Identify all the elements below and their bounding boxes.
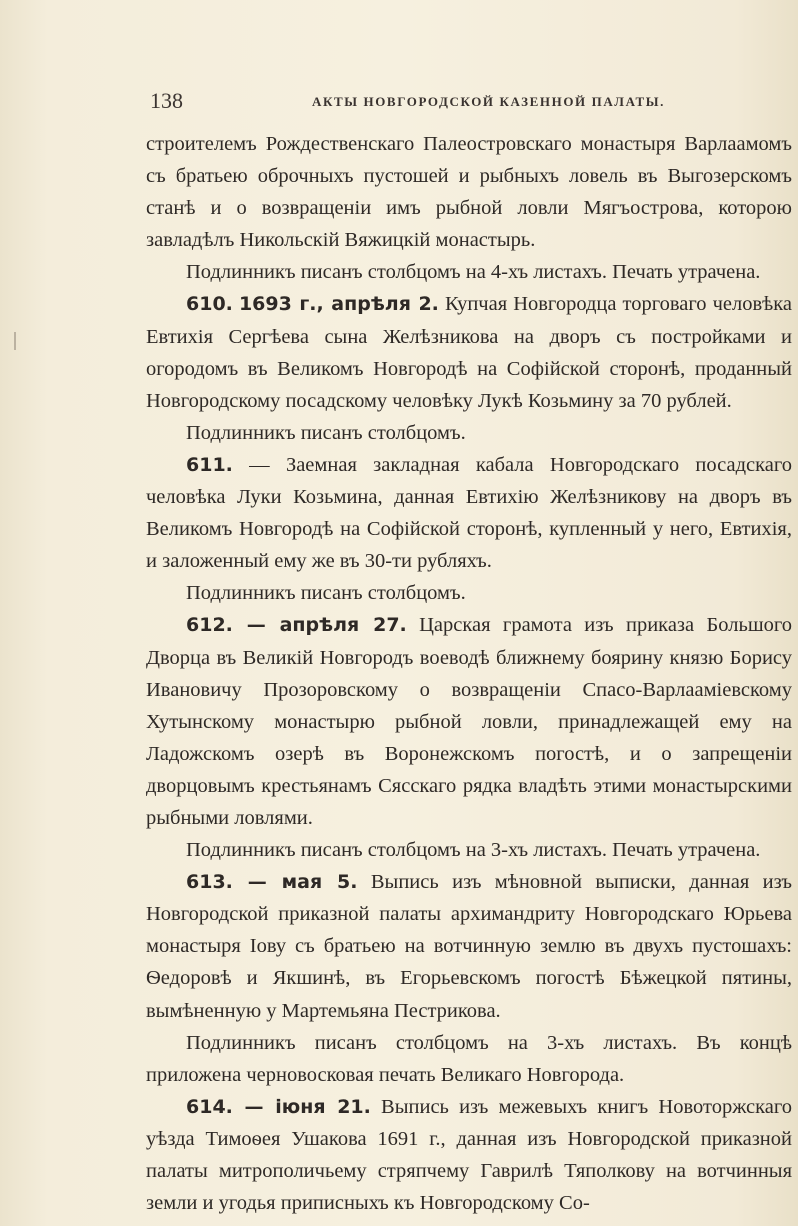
running-title: АКТЫ НОВГОРОДСКОЙ КАЗЕННОЙ ПАЛАТЫ. xyxy=(312,94,665,109)
paragraph-text: Подлинникъ писанъ столбцомъ на 3-хъ листахъ. Въ концѣ приложена черновосковая печать Великаго Новгорода. xyxy=(146,1031,792,1086)
entry-text: Выпись изъ межевыхъ книгъ Новоторжскаго уѣзда Тимоѳея Ушакова 1691 г., данная изъ Новгородской приказной палаты митрополичьему стряпчему Гаврилѣ Тяполкову на вотчинныя земли и угодья приписныхъ къ Новгородскому Со- xyxy=(146,1095,792,1215)
paragraph-text: Подлинникъ писанъ столбцомъ. xyxy=(186,582,466,605)
entry-614 xyxy=(146,1091,792,1219)
page-number: 138 xyxy=(150,88,183,113)
note-original xyxy=(146,1027,792,1091)
note-original xyxy=(146,834,792,866)
paragraph-text: Подлинникъ писанъ столбцомъ. xyxy=(186,421,466,444)
entry-text: Царская грамота изъ приказа Большого Дворца въ Великій Новгородъ воеводѣ ближнему боярину князю Борису Ивановичу Прозоровскому о возвращеніи Спасо-Варлааміевскому Хутынскому монастырю рыбной ловли, принадлежащей ему на Ладожскомъ озерѣ въ Воронежскомъ погостѣ, и о запрещеніи дворцовымъ крестьянамъ Сясскаго рядка владѣть этими монастырскими рыбными ловлями. xyxy=(146,614,792,829)
paragraph-text: Подлинникъ писанъ столбцомъ на 4-хъ листахъ. Печать утрачена. xyxy=(186,261,761,284)
page-header xyxy=(150,88,790,118)
note-original xyxy=(146,577,792,609)
entry-610 xyxy=(146,288,792,416)
paragraph-text: строителемъ Рождественскаго Палеостровскаго монастыря Варлаамомъ съ братьею оброчныхъ пустошей и рыбныхъ ловель въ Выгозерскомъ станѣ и о возвращеніи имъ рыбной ловли Мягъострова, которою завладѣлъ Никольскій Вяжицкій монастырь. xyxy=(146,133,792,252)
entry-date: — іюня 21. xyxy=(232,1095,371,1118)
entry-date: — мая 5. xyxy=(232,871,358,894)
note-original xyxy=(146,256,792,288)
entry-number: 614. xyxy=(186,1095,233,1118)
entry-612 xyxy=(146,609,792,834)
entry-number: 610. xyxy=(186,293,233,316)
entry-text: Выпись изъ мѣновной выписки, данная изъ Новгородской приказной палаты архимандриту Новгородскаго Юрьева монастыря Іову съ братьею на вотчинную землю въ двухъ пустошахъ: Ѳедоровѣ и Якшинѣ, въ Егорьевскомъ погостѣ Бѣжецкой пятины, вымѣненную у Мартемьяна Пестрикова. xyxy=(146,871,792,1022)
entry-text: Купчая Новгородца торговаго человѣка Евтихія Сергѣева сына Желѣзникова на дворъ съ постройками и огородомъ въ Великомъ Новгородѣ на Софійской сторонѣ, проданный Новгородскому посадскому человѣку Лукѣ Козьмину за 70 рублей. xyxy=(146,293,793,412)
paragraph-continuation xyxy=(146,128,792,256)
entry-611 xyxy=(146,449,792,577)
entry-date: — апрѣля 27. xyxy=(232,614,407,637)
entry-613 xyxy=(146,866,792,1026)
page-body xyxy=(146,128,792,1219)
entry-number: 613. xyxy=(186,871,233,894)
paragraph-text: Подлинникъ писанъ столбцомъ на 3-хъ листахъ. Печать утрачена. xyxy=(186,839,761,862)
entry-text: — Заемная закладная кабала Новгородскаго посадскаго человѣка Луки Козьмина, данная Евтихію Желѣзникову на дворъ въ Великомъ Новгородѣ на Софійской сторонѣ, купленный у него, Евтихія, и заложенный ему же въ 30-ти рубляхъ. xyxy=(146,453,792,573)
entry-date: 1693 г., апрѣля 2. xyxy=(238,293,439,316)
entry-number: 611. xyxy=(186,453,233,476)
note-original xyxy=(146,417,792,449)
margin-mark xyxy=(14,332,16,350)
entry-number: 612. xyxy=(186,614,233,637)
